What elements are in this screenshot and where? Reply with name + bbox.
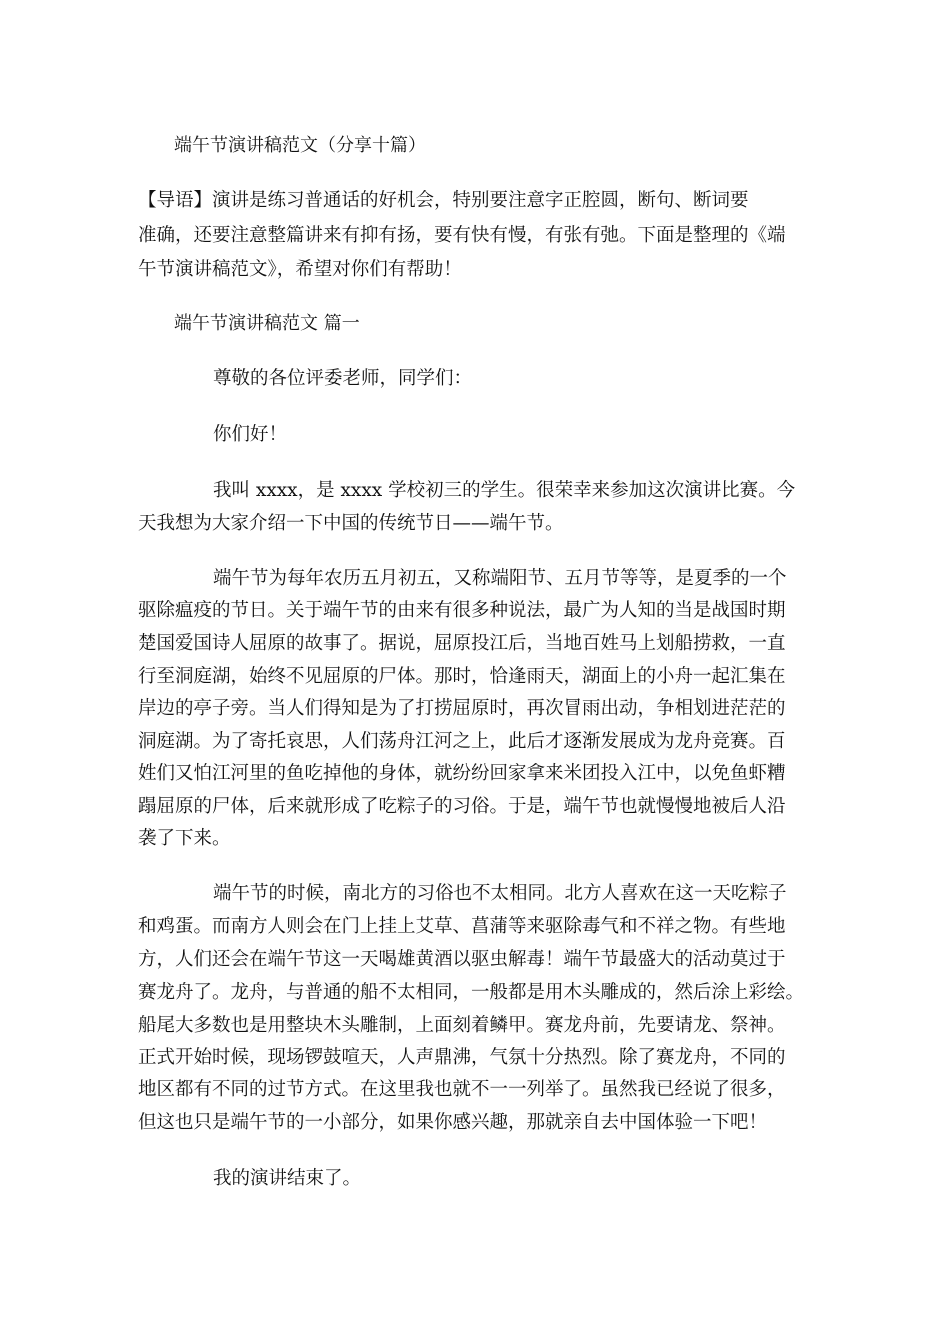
paragraph-3-line: 和鸡蛋。而南方人则会在门上挂上艾草、菖蒲等来驱除毒气和不祥之物。有些地 [138,916,786,937]
paragraph-2-line: 端午节为每年农历五月初五，又称端阳节、五月节等等，是夏季的一个 [213,568,787,589]
paragraph-2-line: 岸边的亭子旁。当人们得知是为了打捞屈原时，再次冒雨出动，争相划进茫茫的 [138,698,786,719]
section-title: 端午节演讲稿范文 篇一 [174,313,360,334]
paragraph-2-line: 驱除瘟疫的节日。关于端午节的由来有很多种说法，最广为人知的当是战国时期 [138,600,786,621]
document-title: 端午节演讲稿范文（分享十篇） [174,135,426,156]
closing: 我的演讲结束了。 [213,1168,362,1189]
paragraph-2-line: 洞庭湖。为了寄托哀思，人们荡舟江河之上，此后才逐渐发展成为龙舟竞赛。百 [138,731,786,752]
paragraph-3-line: 船尾大多数也是用整块木头雕制，上面刻着鳞甲。赛龙舟前，先要请龙、祭神。 [138,1015,786,1036]
paragraph-3-line: 正式开始时候，现场锣鼓喧天，人声鼎沸，气氛十分热烈。除了赛龙舟，不同的 [138,1047,786,1068]
paragraph-2-line: 袭了下来。 [138,828,231,849]
paragraph-2-line: 姓们又怕江河里的鱼吃掉他的身体，就纷纷回家拿来米团投入江中，以免鱼虾糟 [138,763,786,784]
intro-line: 【导语】演讲是练习普通话的好机会，特别要注意字正腔圆，断句、断词要 [138,190,749,211]
intro-line: 午节演讲稿范文》，希望对你们有帮助！ [138,259,462,280]
paragraph-3-line: 赛龙舟了。龙舟，与普通的船不太相同，一般都是用木头雕成的，然后涂上彩绘。 [138,982,805,1003]
paragraph-3-line: 方，人们还会在端午节这一天喝雄黄酒以驱虫解毒！端午节最盛大的活动莫过于 [138,949,786,970]
intro-line: 准确，还要注意整篇讲来有抑有扬，要有快有慢，有张有弛。下面是整理的《端 [138,225,786,246]
paragraph-2-line: 蹋屈原的尸体，后来就形成了吃粽子的习俗。于是，端午节也就慢慢地被后人沿 [138,796,786,817]
paragraph-1-line: 天我想为大家介绍一下中国的传统节日——端午节。 [138,513,564,534]
paragraph-3-line: 端午节的时候，南北方的习俗也不太相同。北方人喜欢在这一天吃粽子 [213,883,787,904]
paragraph-2-line: 楚国爱国诗人屈原的故事了。据说，屈原投江后，当地百姓马上划船捞救，一直 [138,633,786,654]
paragraph-1-line: 我叫 xxxx，是 xxxx 学校初三的学生。很荣幸来参加这次演讲比赛。今 [213,480,796,501]
greeting: 你们好！ [213,424,288,445]
salutation: 尊敬的各位评委老师，同学们： [213,368,473,389]
paragraph-2-line: 行至洞庭湖，始终不见屈原的尸体。那时，恰逢雨天，湖面上的小舟一起汇集在 [138,666,786,687]
paragraph-3-line: 但这也只是端午节的一小部分，如果你感兴趣，那就亲自去中国体验一下吧！ [138,1112,768,1133]
paragraph-3-line: 地区都有不同的过节方式。在这里我也就不一一列举了。虽然我已经说了很多， [138,1079,786,1100]
